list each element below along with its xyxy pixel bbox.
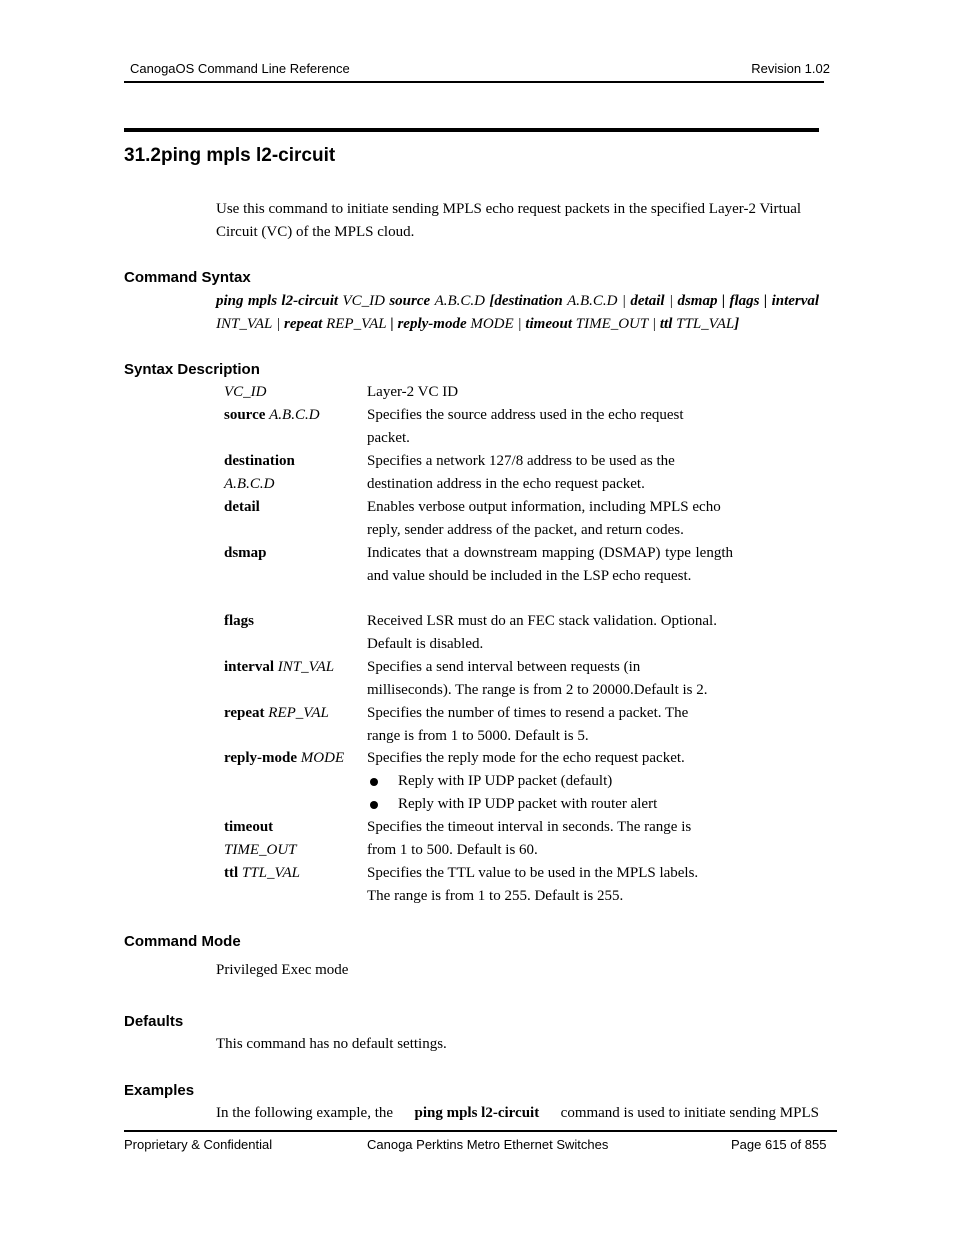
syntax-term: timeout TIME_OUT bbox=[224, 819, 297, 858]
syntax-description-heading: Syntax Description bbox=[124, 361, 260, 378]
examples-text: In the following example, the ping mpls l2-circuit command is used to initiate sending MPLS bbox=[216, 1102, 819, 1125]
section-title-text: ping mpls l2-circuit bbox=[160, 145, 336, 166]
syntax-desc: Layer-2 VC ID bbox=[367, 384, 459, 400]
header-revision: Revision 1.02 bbox=[751, 61, 830, 76]
list-item: Reply with IP UDP packet (default) bbox=[367, 770, 733, 793]
syntax-pipe: | bbox=[517, 316, 522, 332]
syntax-term: detail bbox=[224, 499, 260, 515]
footer-divider bbox=[124, 1130, 837, 1132]
syntax-destination: destination bbox=[494, 293, 563, 309]
examples-command: ping mpls l2-circuit bbox=[414, 1105, 540, 1121]
defaults-text: This command has no default settings. bbox=[216, 1036, 447, 1052]
command-mode-heading: Command Mode bbox=[124, 933, 241, 950]
footer-center: Canoga Perktins Metro Ethernet Switches bbox=[367, 1137, 609, 1152]
syntax-vc-id: VC_ID bbox=[342, 293, 385, 309]
syntax-ttl: ttl bbox=[659, 316, 673, 332]
footer-left: Proprietary & Confidential bbox=[124, 1137, 273, 1152]
syntax-desc: Specifies the source address used in the echo request packet. bbox=[367, 407, 684, 446]
syntax-pipe: | bbox=[276, 316, 281, 332]
list-item: Reply with IP UDP packet with router alert bbox=[367, 793, 733, 816]
syntax-desc: Specifies a send interval between requests (in milliseconds). The range is from 2 to 20000.Default is 2. bbox=[367, 659, 708, 698]
syntax-close-bracket: ] bbox=[734, 316, 740, 332]
syntax-ttl-val: TTL_VAL bbox=[676, 316, 735, 332]
syntax-term: repeat REP_VAL bbox=[224, 705, 329, 721]
syntax-timeout: timeout bbox=[525, 316, 572, 332]
syntax-term: ttl TTL_VAL bbox=[224, 865, 301, 881]
syntax-term: reply-mode MODE bbox=[224, 750, 345, 766]
syntax-dsmap: dsmap bbox=[677, 293, 718, 309]
syntax-term: destination A.B.C.D bbox=[224, 453, 295, 492]
syntax-reply-mode: reply-mode bbox=[397, 316, 467, 332]
command-mode-text: Privileged Exec mode bbox=[216, 962, 349, 978]
command-syntax-line bbox=[216, 290, 819, 336]
section-number: 31.2 bbox=[124, 145, 161, 166]
syntax-source: source bbox=[389, 293, 431, 309]
syntax-command: ping mpls l2-circuit bbox=[216, 293, 339, 309]
syntax-interval: interval bbox=[771, 293, 820, 309]
examples-heading: Examples bbox=[124, 1082, 195, 1099]
syntax-desc: Enables verbose output information, including MPLS echo reply, sender address of the packet, and return codes. bbox=[367, 499, 721, 538]
syntax-time-out: TIME_OUT bbox=[575, 316, 649, 332]
defaults-heading: Defaults bbox=[124, 1013, 184, 1030]
syntax-desc: Indicates that a downstream mapping (DSMAP) type length and value should be included in the LSP echo request. bbox=[367, 545, 733, 584]
syntax-term: source A.B.C.D bbox=[224, 407, 320, 423]
syntax-term: flags bbox=[224, 613, 254, 629]
syntax-pipe: | bbox=[652, 316, 657, 332]
syntax-mode: MODE bbox=[470, 316, 514, 332]
bullet-icon bbox=[370, 778, 378, 786]
syntax-desc: Specifies the reply mode for the echo request packet. Reply with IP UDP packet (default) Reply with IP UDP packet with router alert bbox=[367, 747, 733, 816]
bullet-icon bbox=[370, 801, 378, 809]
syntax-flags: flags bbox=[729, 293, 760, 309]
header-title: CanogaOS Command Line Reference bbox=[130, 61, 350, 76]
syntax-desc: Specifies a network 127/8 address to be used as the destination address in the echo request packet. bbox=[367, 453, 675, 492]
command-syntax-heading: Command Syntax bbox=[124, 269, 251, 286]
syntax-int-val: INT_VAL bbox=[216, 316, 273, 332]
syntax-open-bracket: [ bbox=[489, 293, 495, 309]
footer-page-number: Page 615 of 855 bbox=[731, 1137, 827, 1152]
syntax-source-addr: A.B.C.D bbox=[434, 293, 485, 309]
syntax-desc: Received LSR must do an FEC stack validation. Optional. Default is disabled. bbox=[367, 613, 717, 652]
intro-paragraph: Use this command to initiate sending MPLS echo request packets in the specified Layer-2 Virtual Circuit (VC) of the MPLS cloud. bbox=[216, 201, 802, 240]
syntax-pipe: | bbox=[390, 316, 394, 332]
syntax-pipe: | bbox=[721, 293, 726, 309]
syntax-desc: Specifies the TTL value to be used in the MPLS labels. The range is from 1 to 255. Default is 255. bbox=[367, 865, 699, 904]
syntax-destination-addr: A.B.C.D bbox=[567, 293, 618, 309]
syntax-desc: Specifies the timeout interval in seconds. The range is from 1 to 500. Default is 60. bbox=[367, 819, 692, 858]
syntax-detail: detail bbox=[630, 293, 665, 309]
syntax-repeat: repeat bbox=[284, 316, 323, 332]
syntax-pipe: | bbox=[668, 293, 674, 309]
syntax-pipe: | bbox=[763, 293, 768, 309]
syntax-pipe: | bbox=[621, 293, 627, 309]
syntax-term: VC_ID bbox=[224, 384, 267, 400]
header-divider bbox=[124, 81, 824, 83]
section-title bbox=[124, 145, 335, 167]
syntax-rep-val: REP_VAL bbox=[326, 316, 387, 332]
syntax-term: dsmap bbox=[224, 545, 267, 561]
syntax-term: interval INT_VAL bbox=[224, 659, 335, 675]
syntax-desc: Specifies the number of times to resend a packet. The range is from 1 to 5000. Default is 5. bbox=[367, 705, 689, 744]
section-divider bbox=[124, 128, 819, 132]
